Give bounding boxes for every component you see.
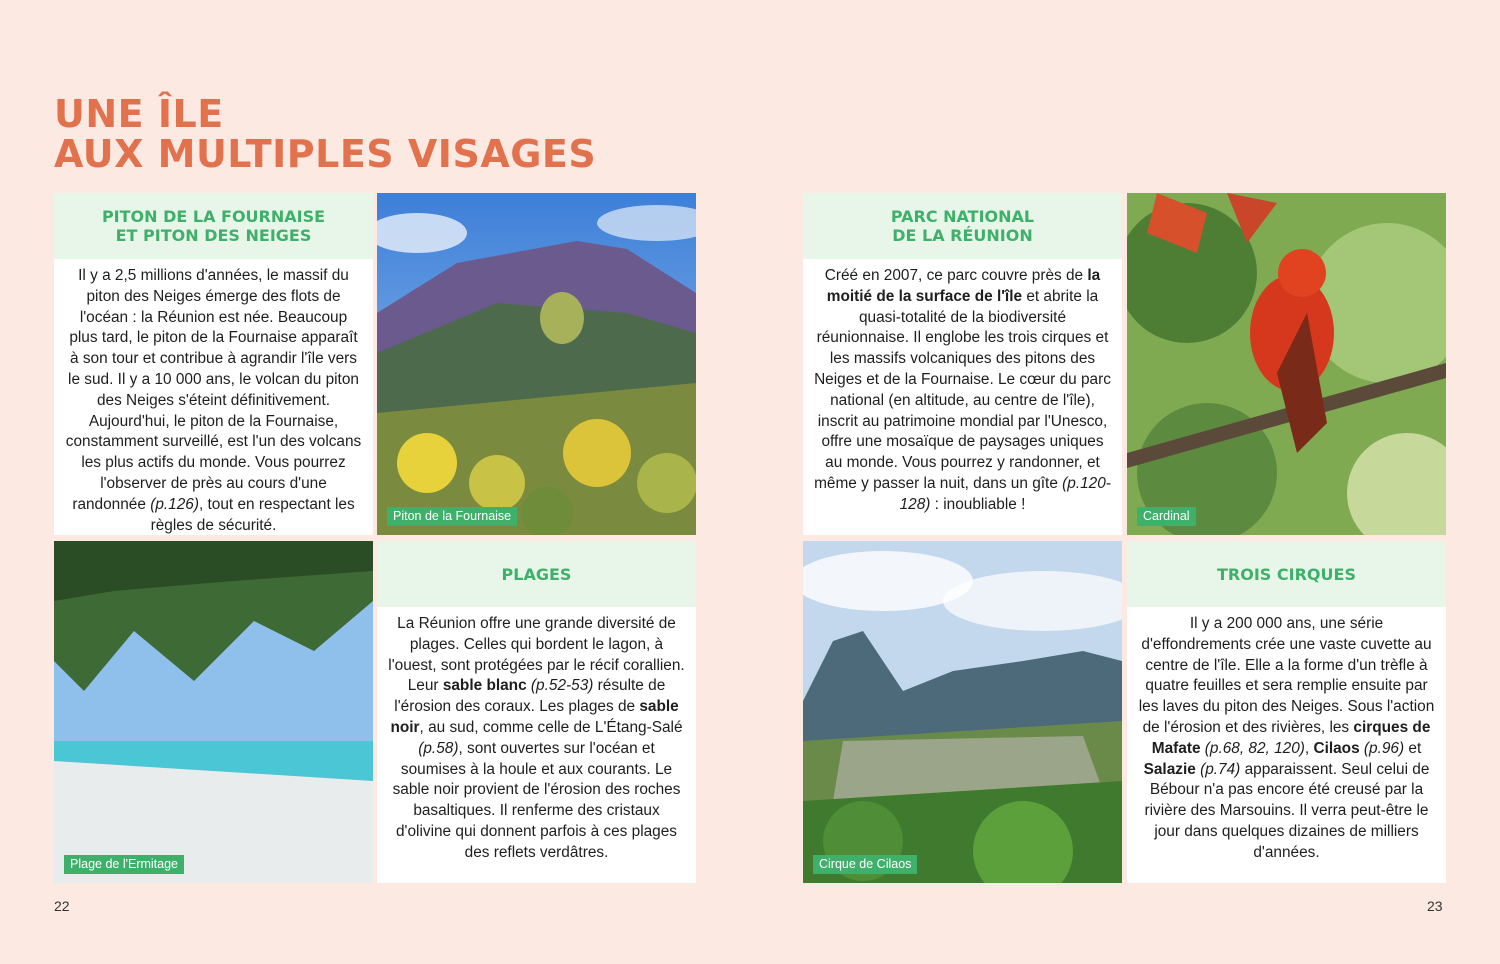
parc-bold-1: la moitié de la surface de l'île (826, 267, 1101, 305)
page-number-left: 22 (54, 898, 70, 914)
cardinal-caption: Cardinal (1137, 507, 1196, 526)
cilaos-photo (803, 541, 1122, 883)
parc-text-1: Créé en 2007, ce parc couvre près de (824, 267, 1088, 284)
cirques-text-1: Il y a 200 000 ans, une série d'effondrements crée une vaste cuvette au centre de l'île. Elle a la forme d'un trèfle à quatre feuilles et sera remplie ensuite par les laves du piton des Neiges. Sous l'action de l'érosion et des rivières, les (1138, 615, 1435, 736)
plages-text-4: , sont ouvertes sur l'océan et soumises à la houle et aux courants. Le sable noir provient de l'érosion des roches basaltiques. Il renferme des cristaux d'olivine qui donnent parfois à ces plages des reflets verdâtres. (392, 739, 681, 861)
piton-heading-line-1: PITON DE LA FOURNAISE (101, 207, 326, 226)
ermitage-photo (54, 541, 373, 883)
cirques-ref-2: (p.96) (1359, 739, 1405, 757)
fournaise-caption: Piton de la Fournaise (387, 507, 517, 526)
cirques-heading (1127, 541, 1446, 607)
piton-text-ref: (p.126) (150, 495, 199, 513)
piton-text-body: Il y a 2,5 millions d'années, le massif du piton des Neiges émerge des flots de l'océan : la Réunion est née. Beaucoup plus tard, le piton de la Fournaise apparaît à son tour et contribue à agrandir l'île vers le sud. Il y a 10 000 ans, le volcan du piton des Neiges s'éteint définitivement. Aujourd'hui, le piton de la Fournaise, constamment surveillé, est l'un des volcans les plus actifs du monde. Vous pourrez l'observer de près au cours d'une randonnée (65, 267, 362, 513)
plages-text-2: résulte de l'érosion des coraux. Les plages de (394, 677, 666, 716)
fournaise-image (377, 193, 696, 535)
cirques-heading-text: TROIS CIRQUES (1217, 564, 1356, 584)
parc-text-2: et abrite la quasi-totalité de la biodiversité réunionnaise. Il englobe les trois cirques et les massifs volcaniques des pitons des Neiges et de la Fournaise. Le cœur du parc national (en altitude, au centre de l'île), inscrit au patrimoine mondial par l'Unesco, offre une mosaïque de paysages uniques au monde. Vous pourrez y randonner, et même y passer la nuit, dans un gîte (814, 287, 1111, 492)
ermitage-caption: Plage de l'Ermitage (64, 855, 184, 874)
piton-text-end: , tout en respectant les règles de sécurité. (150, 495, 355, 534)
parc-heading-line-1: PARC NATIONAL (890, 207, 1035, 226)
parc-heading-line-2: DE LA RÉUNION (892, 226, 1033, 245)
cardinal-photo (1127, 193, 1446, 535)
cirques-ref-1: (p.68, 82, 120) (1200, 739, 1305, 757)
cardinal-image (1127, 193, 1446, 535)
page-number-right: 23 (1427, 898, 1443, 914)
piton-heading-line-2: ET PITON DES NEIGES (115, 226, 312, 245)
plages-text-3: , au sud, comme celle de L'Étang-Salé (419, 718, 683, 736)
plages-text (377, 607, 696, 883)
cilaos-caption: Cirque de Cilaos (813, 855, 917, 874)
title-line-2: AUX MULTIPLES VISAGES (54, 132, 597, 176)
cirques-bold-3: Salazie (1143, 760, 1196, 778)
plages-bold-1: sable blanc (442, 677, 527, 695)
page-title (54, 94, 596, 174)
cirques-ref-3: (p.74) (1195, 760, 1241, 778)
cilaos-image (803, 541, 1122, 883)
plages-ref-1: (p.52-53) (526, 677, 594, 695)
cirques-text-3: et (1404, 739, 1422, 757)
ermitage-image (54, 541, 373, 883)
title-line-1: UNE ÎLE (54, 92, 224, 136)
cirques-text-2: , (1304, 739, 1314, 757)
cirques-text (1127, 607, 1446, 883)
parc-text-3: : inoubliable ! (930, 495, 1026, 513)
plages-text-1: La Réunion offre une grande diversité de plages. Celles qui bordent le lagon, à l'ouest, sont protégées par le récif corallien. Leur (388, 615, 685, 695)
plages-ref-2: (p.58) (418, 739, 459, 757)
cirques-bold-2: Cilaos (1313, 739, 1360, 757)
cirques-text-4: apparaissent. Seul celui de Bébour n'a pas encore été creusé par la rivière des Marsouins. Il verra peut-être le jour dans quelques dizaines de milliers d'années. (1144, 760, 1430, 861)
piton-text (54, 259, 373, 535)
plages-heading-text: PLAGES (501, 564, 572, 584)
parc-text (803, 259, 1122, 535)
plages-heading (377, 541, 696, 607)
cirques-bold-1: cirques de Mafate (1151, 718, 1431, 757)
parc-ref: (p.120-128) (899, 474, 1111, 513)
parc-heading (803, 193, 1122, 259)
piton-heading (54, 193, 373, 259)
fournaise-photo (377, 193, 696, 535)
plages-bold-2: sable noir (390, 698, 679, 736)
